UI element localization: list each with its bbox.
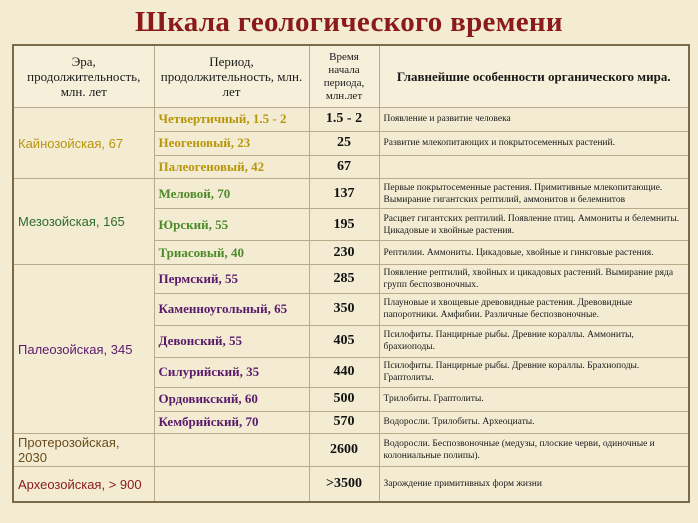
period-cell: Пермский, 55 [154, 264, 309, 293]
features-cell: Псилофиты. Панцирные рыбы. Древние кораллы. Аммониты, брахиоподы. [379, 325, 689, 357]
period-cell: Девонский, 55 [154, 325, 309, 357]
features-cell: Водоросли. Трилобиты. Археоциаты. [379, 411, 689, 434]
time-cell: 405 [309, 325, 379, 357]
time-cell: 500 [309, 387, 379, 411]
features-cell: Зарождение примитивных форм жизни [379, 467, 689, 502]
features-cell: Трилобиты. Граптолиты. [379, 387, 689, 411]
period-cell [154, 467, 309, 502]
time-cell: 67 [309, 155, 379, 179]
time-cell: 195 [309, 209, 379, 241]
period-cell: Юрский, 55 [154, 209, 309, 241]
time-cell: 1.5 - 2 [309, 108, 379, 132]
period-cell: Палеогеновый, 42 [154, 155, 309, 179]
era-cenozoic: Кайнозойская, 67 [13, 108, 154, 179]
time-cell: 2600 [309, 434, 379, 467]
time-cell: 230 [309, 241, 379, 265]
features-cell: Псилофиты. Панцирные рыбы. Древние кораллы. Брахиоподы. Граптолиты. [379, 357, 689, 387]
features-cell: Расцвет гигантских рептилий. Появление птиц. Аммониты и белемниты. Цикадовые и хвойные растения. [379, 209, 689, 241]
page-title: Шкала геологического времени [135, 6, 563, 38]
period-cell: Неогеновый, 23 [154, 131, 309, 155]
period-cell: Кембрийский, 70 [154, 411, 309, 434]
features-cell: Рептилии. Аммониты. Цикадовые, хвойные и гинкговые растения. [379, 241, 689, 265]
era-proterozoic: Протерозойская, 2030 [13, 434, 154, 467]
era-mesozoic: Мезозойская, 165 [13, 179, 154, 265]
geologic-time-table [12, 44, 690, 503]
features-cell [379, 155, 689, 179]
table-row [13, 434, 689, 467]
features-cell: Водоросли. Беспозвоночные (медузы, плоские черви, одиночные и колониальные полипы). [379, 434, 689, 467]
table-row [13, 467, 689, 502]
time-cell: 25 [309, 131, 379, 155]
features-cell: Появление и развитие человека [379, 108, 689, 132]
era-archean: Археозойская, > 900 [13, 467, 154, 502]
period-cell: Четвертичный, 1.5 - 2 [154, 108, 309, 132]
features-cell: Появление рептилий, хвойных и цикадовых растений. Вымирание ряда групп беспозвоночных. [379, 264, 689, 293]
header-era: Эра, продолжительность, млн. лет [13, 45, 154, 108]
header-features: Главнейшие особенности органического мира. [379, 45, 689, 108]
era-paleozoic: Палеозойская, 345 [13, 264, 154, 433]
features-cell: Плауновые и хвощевые древовидные растения. Древовидные папоротники. Амфибии. Различные беспозвоночные. [379, 293, 689, 325]
period-cell: Ордовикский, 60 [154, 387, 309, 411]
time-cell: 137 [309, 179, 379, 209]
table-row [13, 179, 689, 209]
features-cell: Первые покрытосеменные растения. Примитивные млекопитающие. Вымирание гигантских рептилий, аммонитов и белемнитов [379, 179, 689, 209]
time-cell: 350 [309, 293, 379, 325]
table-row [13, 264, 689, 293]
period-cell: Силурийский, 35 [154, 357, 309, 387]
header-time: Время начала периода, млн.лет [309, 45, 379, 108]
features-cell: Развитие млекопитающих и покрытосеменных растений. [379, 131, 689, 155]
table-row [13, 108, 689, 132]
period-cell: Триасовый, 40 [154, 241, 309, 265]
period-cell [154, 434, 309, 467]
time-cell: 440 [309, 357, 379, 387]
header-period: Период, продолжительность, млн. лет [154, 45, 309, 108]
period-cell: Каменноугольный, 65 [154, 293, 309, 325]
table-header-row [13, 45, 689, 108]
period-cell: Меловой, 70 [154, 179, 309, 209]
time-cell: 570 [309, 411, 379, 434]
time-cell: 285 [309, 264, 379, 293]
time-cell: >3500 [309, 467, 379, 502]
